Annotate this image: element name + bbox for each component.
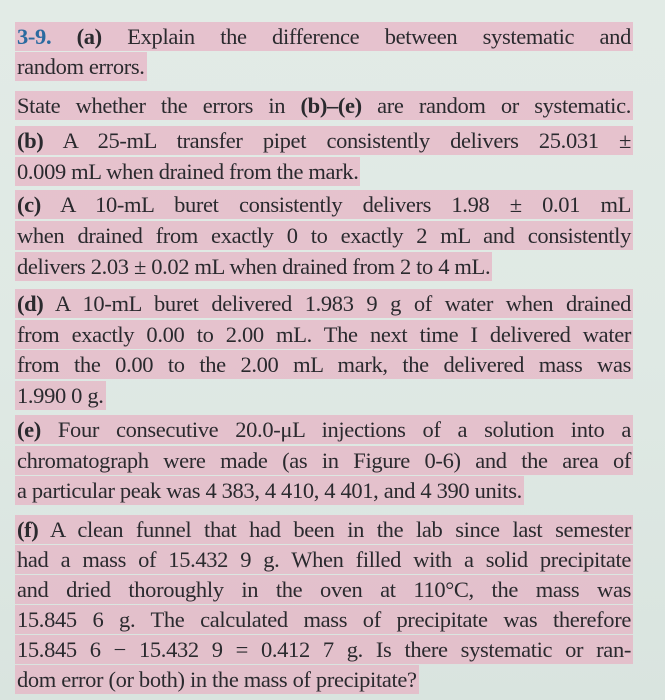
part-label: (c) xyxy=(17,192,41,217)
text-line xyxy=(15,415,633,444)
line-text: a particular peak was 4 383, 4 410, 4 401, and 4 390 units. xyxy=(17,478,522,503)
highlight xyxy=(15,157,360,186)
line-text: and dried thoroughly in the oven at 110°C, the mass was xyxy=(17,577,631,602)
text-line xyxy=(15,605,633,634)
line-text: A clean funnel that had been in the lab since last semester xyxy=(38,517,631,542)
line-text: Explain the difference between systematic and xyxy=(101,24,631,49)
text-line xyxy=(15,190,633,219)
highlight xyxy=(15,381,106,410)
text-line xyxy=(15,575,633,604)
text-line xyxy=(15,52,633,81)
part-label: (b)–(e) xyxy=(300,93,362,118)
highlight xyxy=(15,91,633,120)
text-line xyxy=(15,221,633,250)
line-text: A 10-mL buret delivered 1.983 9 g of water when drained xyxy=(43,291,631,316)
highlight xyxy=(15,665,419,694)
part-label: (f) xyxy=(17,517,39,542)
text-line xyxy=(15,476,633,505)
text-line xyxy=(15,635,633,664)
highlight xyxy=(15,476,524,505)
highlight xyxy=(15,575,633,604)
problem-number: 3-9. xyxy=(17,24,52,49)
text-line xyxy=(15,22,633,51)
text-line xyxy=(15,381,633,410)
line-text: State whether the errors in xyxy=(17,93,301,118)
line-text: 0.009 mL when drained from the mark. xyxy=(17,159,359,184)
line-text: from the 0.00 to the 2.00 mL mark, the delivered mass was xyxy=(17,352,631,377)
text-line xyxy=(15,515,633,544)
line-text: 15.845 6 g. The calculated mass of precipitate was therefore xyxy=(17,607,631,632)
highlight xyxy=(15,605,633,634)
highlight xyxy=(15,126,633,155)
highlight xyxy=(15,545,633,574)
text-line xyxy=(15,446,633,475)
text-line xyxy=(15,126,633,155)
line-text: are random or systematic. xyxy=(361,93,631,118)
text-line xyxy=(15,320,633,349)
text-line xyxy=(15,252,633,281)
line-text: dom error (or both) in the mass of precipitate? xyxy=(17,667,417,692)
highlight xyxy=(15,221,633,250)
highlight xyxy=(15,446,633,475)
text-line xyxy=(15,545,633,574)
part-label: (b) xyxy=(17,128,44,153)
line-text: random errors. xyxy=(17,54,145,79)
part-label: (a) xyxy=(76,24,102,49)
highlight xyxy=(15,22,633,51)
part-label: (e) xyxy=(17,417,41,442)
text-line xyxy=(15,665,633,694)
line-text: 1.990 0 g. xyxy=(17,383,104,408)
line-text: Four consecutive 20.0-μL injections of a solution into a xyxy=(40,417,631,442)
highlight xyxy=(15,415,633,444)
line-text: had a mass of 15.432 9 g. When filled with a solid precipitate xyxy=(17,547,631,572)
text-line xyxy=(15,350,633,379)
line-text: chromatograph were made (as in Figure 0-6) and the area of xyxy=(17,448,631,473)
line-text: A 10-mL buret consistently delivers 1.98 ± 0.01 mL xyxy=(40,192,631,217)
text-line xyxy=(15,157,633,186)
highlight xyxy=(15,320,633,349)
line-text: A 25-mL transfer pipet consistently delivers 25.031 ± xyxy=(43,128,631,153)
highlight xyxy=(15,252,492,281)
text-line xyxy=(15,91,633,120)
text-line xyxy=(15,289,633,318)
highlight xyxy=(15,289,633,318)
part-label: (d) xyxy=(17,291,44,316)
highlight xyxy=(15,515,633,544)
highlight xyxy=(15,52,147,81)
line-text: when drained from exactly 0 to exactly 2 mL and consistently xyxy=(17,223,631,248)
highlight xyxy=(15,190,633,219)
line-text: 15.845 6 − 15.432 9 = 0.412 7 g. Is there systematic or ran- xyxy=(17,637,631,662)
line-text: from exactly 0.00 to 2.00 mL. The next time I delivered water xyxy=(17,322,631,347)
line-text: delivers 2.03 ± 0.02 mL when drained from 2 to 4 mL. xyxy=(17,254,491,279)
highlight xyxy=(15,350,633,379)
highlight xyxy=(15,635,633,664)
